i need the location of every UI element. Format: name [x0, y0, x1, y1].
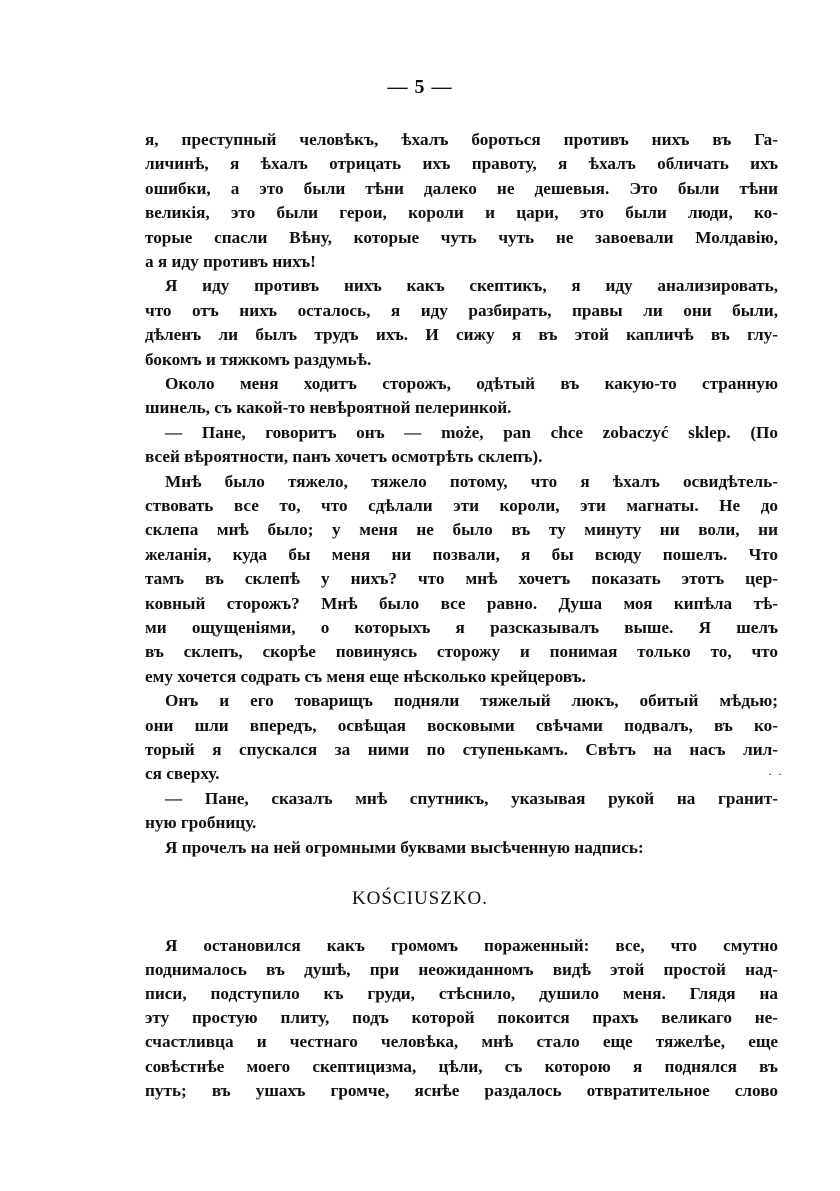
text-line: что отъ нихъ осталось, я иду разбирать, правы ли они были,: [145, 300, 778, 320]
text-line: шинель, съ какой-то невѣроятной пелеринкой.: [145, 398, 512, 418]
text-line: бокомъ и тяжкомъ раздумьѣ.: [145, 349, 372, 369]
text-line: Онъ и его товарищъ подняли тяжелый люкъ, обитый мѣдью;: [165, 691, 778, 711]
text-line: писи, подступило къ груди, стѣснило, душило меня. Глядя на: [145, 984, 778, 1004]
text-line: счастливца и честнаго человѣка, мнѣ стало еще тяжелѣе, еще: [145, 1032, 778, 1052]
text-line: тамъ въ склепѣ у нихъ? что мнѣ хочетъ показать этотъ цер-: [145, 569, 778, 589]
text-line: ковный сторожъ? Мнѣ было все равно. Душа моя кипѣла тѣ-: [145, 593, 778, 613]
text-line: великія, это были герои, короли и цари, это были люди, ко-: [145, 203, 778, 223]
text-line: ми ощущеніями, о которыхъ я разсказывалъ выше. Я шелъ: [145, 618, 778, 637]
inscription-heading: KOŚCIUSZKO.: [351, 888, 489, 909]
text-line: ошибки, а это были тѣни далеко не дешевыя. Это были тѣни: [145, 178, 778, 198]
text-line: Я иду противъ нихъ какъ скептикъ, я иду анализировать,: [165, 276, 778, 296]
text-line: склепа мнѣ было; у меня не было въ ту минуту ни воли, ни: [145, 520, 778, 540]
text-line: ствовать все то, что сдѣлали эти короли, эти магнаты. Не до: [145, 496, 778, 515]
text-line: а я иду противъ нихъ!: [145, 252, 316, 271]
text-line: всей вѣроятности, панъ хочетъ осмотрѣть склепъ).: [145, 447, 543, 467]
scan-speck: · ·: [768, 767, 782, 781]
text-line: Я прочелъ на ней огромными буквами высѣченную надпись:: [165, 837, 644, 857]
text-line: путь; въ ушахъ громче, яснѣе раздалось отвратительное слово: [145, 1080, 778, 1100]
text-line: — Пане, сказалъ мнѣ спутникъ, указывая рукой на гранит-: [165, 788, 778, 808]
text-line: совѣстнѣе моего скептицизма, цѣли, съ которою я поднялся въ: [145, 1056, 778, 1076]
text-line: ную гробницу.: [145, 813, 257, 833]
text-line: Мнѣ было тяжело, тяжело потому, что я ѣхалъ освидѣтель-: [165, 471, 778, 491]
text-line: дѣленъ ли былъ трудъ ихъ. И сижу я въ этой капличѣ въ глу-: [145, 325, 778, 345]
text-line: ся сверху.: [145, 764, 220, 784]
text-line: Около меня ходитъ сторожъ, одѣтый въ какую-то странную: [165, 374, 778, 393]
text-line: — Пане, говоритъ онъ — może, pan chce zobaczyć sklep. (По: [165, 422, 778, 442]
text-line: торый я спускался за ними по ступенькамъ. Свѣтъ на насъ лил-: [145, 740, 778, 759]
text-line: ему хочется содрать съ меня еще нѣсколько крейцеровъ.: [145, 666, 586, 686]
text-line: Я остановился какъ громомъ пораженный: все, что смутно: [165, 936, 778, 955]
text-line: они шли впередъ, освѣщая восковыми свѣчами подвалъ, въ ко-: [145, 715, 778, 735]
page-number: — 5 —: [387, 76, 453, 98]
text-line: эту простую плиту, подъ которой покоится прахъ великаго не-: [145, 1008, 778, 1028]
text-line: поднималось въ душѣ, при неожиданномъ видѣ этой простой над-: [145, 960, 778, 980]
text-line: личинѣ, я ѣхалъ отрицать ихъ правоту, я ѣхалъ обличать ихъ: [145, 154, 778, 174]
text-line: въ склепъ, скорѣе повинуясь сторожу и понимая только то, что: [145, 642, 778, 662]
text-line: я, преступный человѣкъ, ѣхалъ бороться противъ нихъ въ Га-: [145, 130, 778, 149]
text-line: торые спасли Вѣну, которые чуть чуть не завоевали Молдавію,: [145, 227, 778, 247]
text-line: желанія, куда бы меня ни позвали, я бы всюду пошелъ. Что: [145, 544, 778, 564]
